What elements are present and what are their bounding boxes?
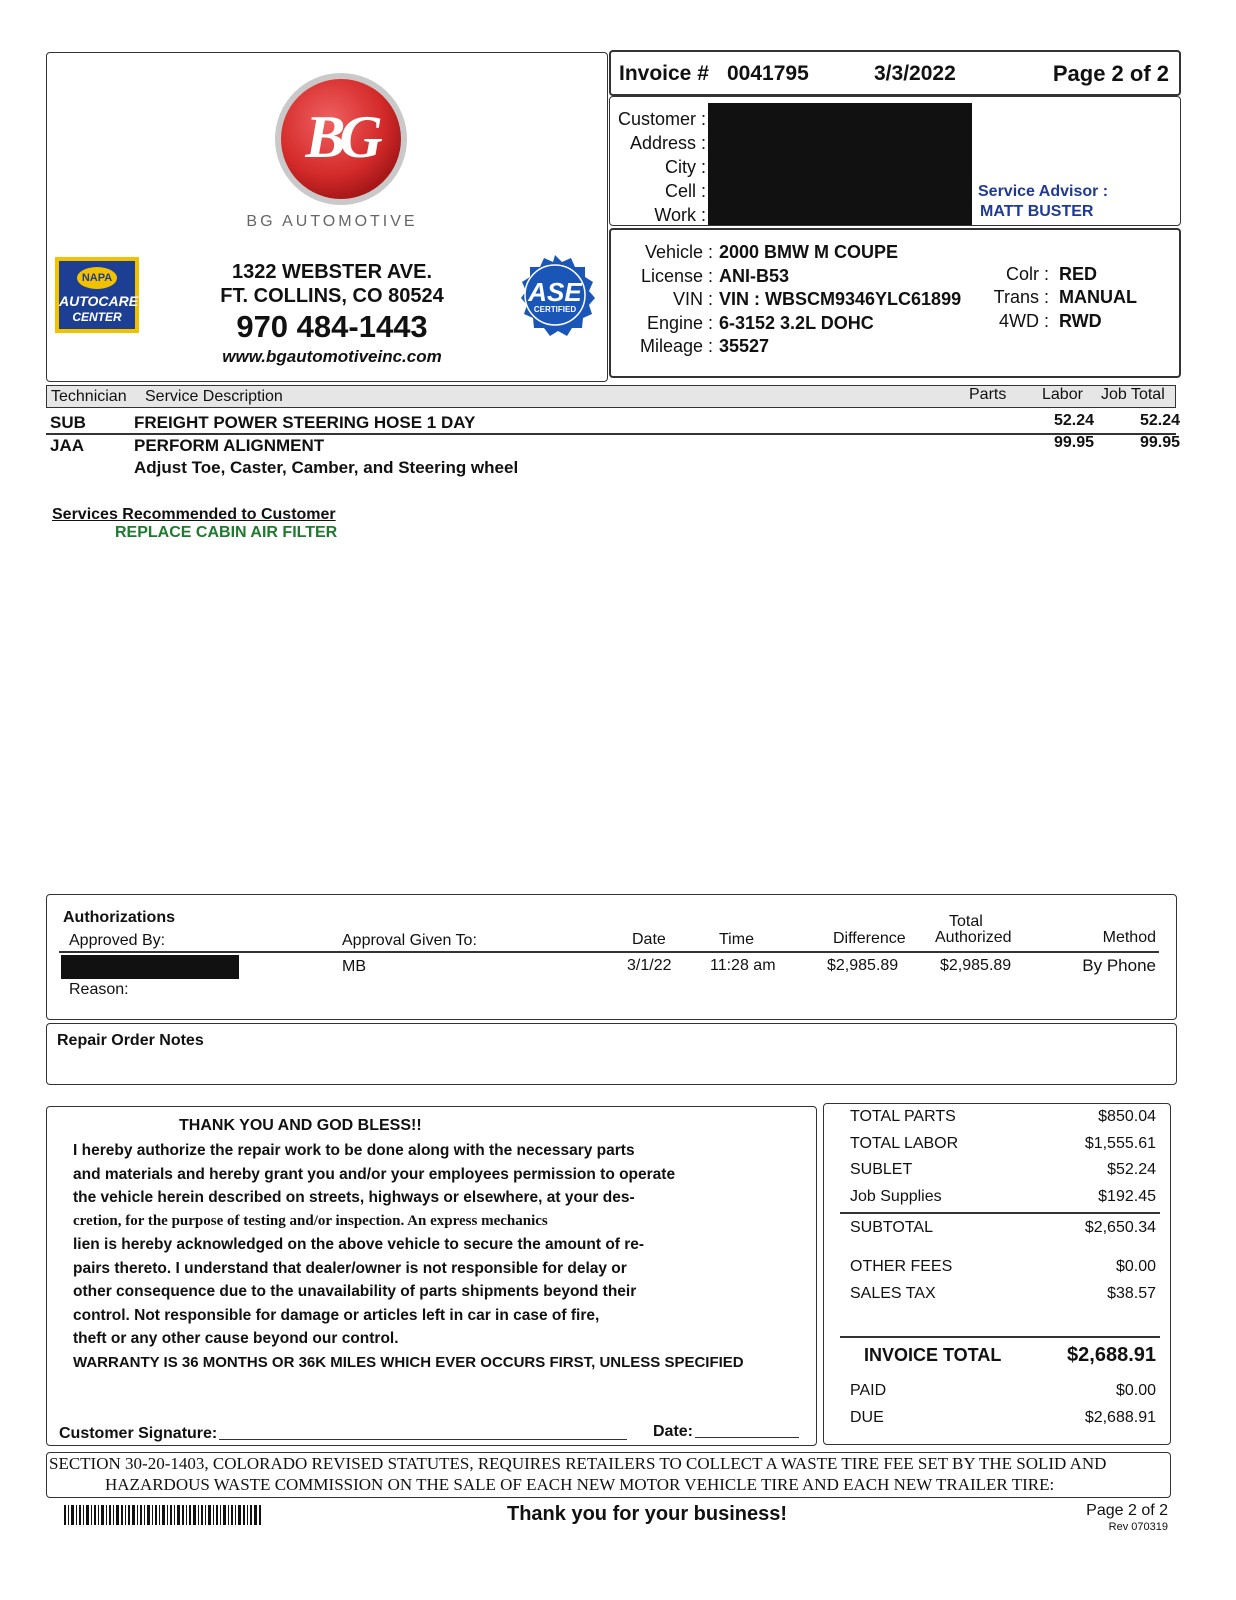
license-label: License :	[640, 266, 713, 286]
sales-tax-label: SALES TAX	[850, 1285, 936, 1302]
ase-logo-text: ASE	[528, 277, 582, 307]
job-supplies-value: $192.45	[1098, 1188, 1156, 1205]
shop-phone: 970 484-1443	[236, 309, 428, 344]
terms-line-6: pairs thereto. I understand that dealer/owner is not responsible for delay or	[73, 1259, 627, 1277]
technician-header: Technician	[51, 388, 127, 405]
invoice-date: 3/3/2022	[874, 62, 956, 85]
napa-autocare-text: AUTOCARE	[59, 293, 139, 309]
drive-value: RWD	[1059, 311, 1102, 331]
terms-line-8: control. Not responsible for damage or articles left in car in case of fire,	[73, 1306, 600, 1324]
signature-line[interactable]	[219, 1439, 627, 1440]
terms-line-7: other consequence due to the unavailability of parts shipments beyond their	[73, 1283, 637, 1300]
trans-value: MANUAL	[1059, 287, 1137, 307]
engine-label: Engine :	[646, 313, 713, 333]
approval-given-to-value: MB	[342, 958, 366, 975]
invoice-number: 0041795	[727, 62, 809, 85]
labor-header: Labor	[1042, 386, 1083, 403]
subtotal-value: $2,650.34	[1084, 1219, 1156, 1236]
napa-logo	[55, 257, 139, 333]
service-row-divider	[46, 433, 1176, 435]
color-label: Colr :	[1005, 264, 1049, 284]
shop-panel	[46, 52, 608, 382]
invoice-total-value: $2,688.91	[1067, 1344, 1156, 1366]
authorizations-title: Authorizations	[63, 909, 175, 926]
approval-given-to-label: Approval Given To:	[342, 932, 477, 949]
total-authorized-header-1: Total	[949, 913, 983, 930]
other-fees-label: OTHER FEES	[850, 1258, 953, 1275]
shop-name: BG AUTOMOTIVE	[246, 213, 418, 230]
service-desc-2: PERFORM ALIGNMENT	[134, 436, 325, 455]
terms-line-3: the vehicle herein described on streets, highways or elsewhere, at your des-	[73, 1189, 635, 1206]
total-parts-row	[824, 1108, 1170, 1134]
terms-body	[73, 1139, 813, 1374]
authorization-difference: $2,985.89	[827, 957, 899, 974]
sublet-value: $52.24	[1107, 1161, 1156, 1178]
description-header: Service Description	[145, 388, 283, 405]
services-header	[46, 385, 1176, 408]
service-note: Adjust Toe, Caster, Camber, and Steering wheel	[134, 458, 519, 477]
terms-line-5: lien is hereby acknowledged on the above vehicle to secure the amount of re-	[73, 1236, 645, 1253]
ase-certified-text: CERTIFIED	[533, 305, 577, 314]
sales-tax-row	[824, 1285, 1170, 1311]
time-header: Time	[719, 931, 754, 948]
footer-page-number: Page 2 of 2	[1086, 1502, 1168, 1519]
terms-line-1: I hereby authorize the repair work to be done along with the necessary parts	[73, 1142, 635, 1159]
bg-logo	[271, 69, 411, 209]
paid-row	[824, 1382, 1170, 1408]
repair-order-notes	[46, 1023, 1177, 1085]
warranty-text: WARRANTY IS 36 MONTHS OR 36K MILES WHICH EVER OCCURS FIRST, UNLESS SPECIFIED	[73, 1353, 744, 1371]
total-labor-value: $1,555.61	[1084, 1135, 1156, 1152]
service-advisor-name: MATT BUSTER	[980, 203, 1094, 220]
date-header: Date	[632, 931, 666, 948]
total-labor-label: TOTAL LABOR	[850, 1135, 959, 1152]
sublet-row	[824, 1161, 1170, 1187]
mileage-label: Mileage :	[639, 336, 713, 356]
work-label: Work :	[654, 205, 706, 225]
due-value: $2,688.91	[1084, 1409, 1156, 1426]
napa-center-text: CENTER	[72, 310, 122, 324]
trans-label: Trans :	[993, 287, 1049, 307]
reason-label: Reason:	[69, 981, 129, 998]
bg-logo-text: BG	[305, 104, 377, 170]
total-parts-value: $850.04	[1098, 1108, 1156, 1125]
signature-label: Customer Signature:	[59, 1425, 218, 1442]
other-fees-row	[824, 1258, 1170, 1284]
service-desc-1: FREIGHT POWER STEERING HOSE 1 DAY	[134, 413, 476, 432]
invoice-label: Invoice #	[619, 62, 709, 85]
invoice-total-divider	[840, 1336, 1160, 1338]
shop-address2: FT. COLLINS, CO 80524	[220, 285, 444, 307]
customer-panel	[609, 96, 1181, 226]
statute-line-2: HAZARDOUS WASTE COMMISSION ON THE SALE OF EACH NEW MOTOR VEHICLE TIRE AND EACH NEW TRAILER TIRE:	[105, 1475, 1055, 1494]
color-value: RED	[1059, 264, 1098, 284]
due-label: DUE	[850, 1409, 884, 1426]
terms-panel	[46, 1106, 817, 1446]
due-row	[824, 1409, 1170, 1435]
terms-line-2: and materials and hereby grant you and/or your employees permission to operate	[73, 1165, 676, 1183]
customer-redaction	[708, 103, 972, 225]
statute-notice	[46, 1452, 1171, 1498]
vin-value: VIN : WBSCM9346YLC61899	[719, 289, 962, 309]
total-parts-label: TOTAL PARTS	[850, 1108, 956, 1125]
difference-header: Difference	[833, 930, 906, 947]
service-total-2: 99.95	[1139, 434, 1180, 451]
address-label: Address :	[629, 133, 706, 153]
job-total-header: Job Total	[1101, 386, 1165, 403]
service-labor-2: 99.95	[1053, 434, 1094, 451]
vehicle-panel	[609, 228, 1181, 378]
service-advisor-label: Service Advisor :	[978, 183, 1109, 200]
parts-header: Parts	[969, 386, 1007, 403]
customer-label: Customer :	[617, 109, 706, 129]
shop-address1: 1322 WEBSTER AVE.	[231, 261, 433, 283]
vehicle-label: Vehicle :	[644, 242, 713, 262]
total-labor-row	[824, 1135, 1170, 1161]
drive-label: 4WD :	[998, 311, 1049, 331]
vin-label: VIN :	[672, 289, 713, 309]
cell-label: Cell :	[664, 181, 706, 201]
service-tech-2: JAA	[50, 436, 85, 455]
terms-heading: THANK YOU AND GOD BLESS!!	[179, 1117, 422, 1134]
shop-website[interactable]: www.bgautomotiveinc.com	[222, 347, 442, 366]
repair-order-notes-title: Repair Order Notes	[57, 1032, 204, 1049]
terms-line-9: theft or any other cause beyond our control.	[73, 1330, 399, 1347]
barcode	[64, 1505, 262, 1525]
paid-label: PAID	[850, 1382, 887, 1399]
authorization-time: 11:28 am	[710, 957, 776, 974]
signature-date-label: Date:	[653, 1423, 694, 1440]
sales-tax-value: $38.57	[1107, 1285, 1156, 1302]
thank-you-text: Thank you for your business!	[507, 1503, 788, 1525]
approved-by-label: Approved By:	[69, 932, 166, 949]
city-label: City :	[664, 157, 706, 177]
signature-date-line[interactable]	[695, 1437, 799, 1438]
job-supplies-label: Job Supplies	[850, 1188, 942, 1205]
subtotal-row	[824, 1219, 1170, 1245]
license-value: ANI-B53	[719, 266, 790, 286]
total-authorized-header-2: Authorized	[935, 929, 1012, 946]
subtotal-divider	[840, 1212, 1160, 1214]
authorization-date: 3/1/22	[627, 957, 672, 974]
ase-logo	[513, 253, 597, 337]
job-supplies-row	[824, 1188, 1170, 1214]
totals-panel	[823, 1103, 1171, 1445]
service-total-1: 52.24	[1139, 412, 1180, 429]
napa-logo-text: NAPA	[77, 267, 117, 289]
recommended-title: Services Recommended to Customer	[52, 506, 336, 523]
total-authorized-value: $2,985.89	[940, 957, 1012, 974]
subtotal-label: SUBTOTAL	[850, 1219, 933, 1236]
authorizations-divider	[59, 951, 1159, 953]
invoice-header	[609, 50, 1181, 96]
approved-by-redaction	[61, 955, 239, 979]
terms-line-4: cretion, for the purpose of testing and/or inspection. An express mechanics	[73, 1212, 548, 1229]
other-fees-value: $0.00	[1115, 1258, 1156, 1275]
paid-value: $0.00	[1115, 1382, 1156, 1399]
authorizations-panel	[46, 894, 1177, 1020]
authorization-method: By Phone	[1082, 956, 1156, 975]
revision-number: Rev 070319	[1108, 1521, 1168, 1533]
sublet-label: SUBLET	[850, 1161, 913, 1178]
statute-line-1: SECTION 30-20-1403, COLORADO REVISED STATUTES, REQUIRES RETAILERS TO COLLECT A WASTE TIRE FEE SET BY THE SOLID AND	[49, 1454, 1107, 1473]
mileage-value: 35527	[719, 336, 770, 356]
vehicle-value: 2000 BMW M COUPE	[719, 242, 899, 262]
page-number: Page 2 of 2	[1052, 61, 1169, 86]
service-tech-1: SUB	[50, 413, 86, 432]
invoice-total-label: INVOICE TOTAL	[864, 1345, 1002, 1365]
engine-value: 6-3152 3.2L DOHC	[719, 313, 874, 333]
recommended-item: REPLACE CABIN AIR FILTER	[115, 524, 338, 541]
method-header: Method	[1102, 929, 1156, 946]
service-labor-1: 52.24	[1053, 412, 1094, 429]
